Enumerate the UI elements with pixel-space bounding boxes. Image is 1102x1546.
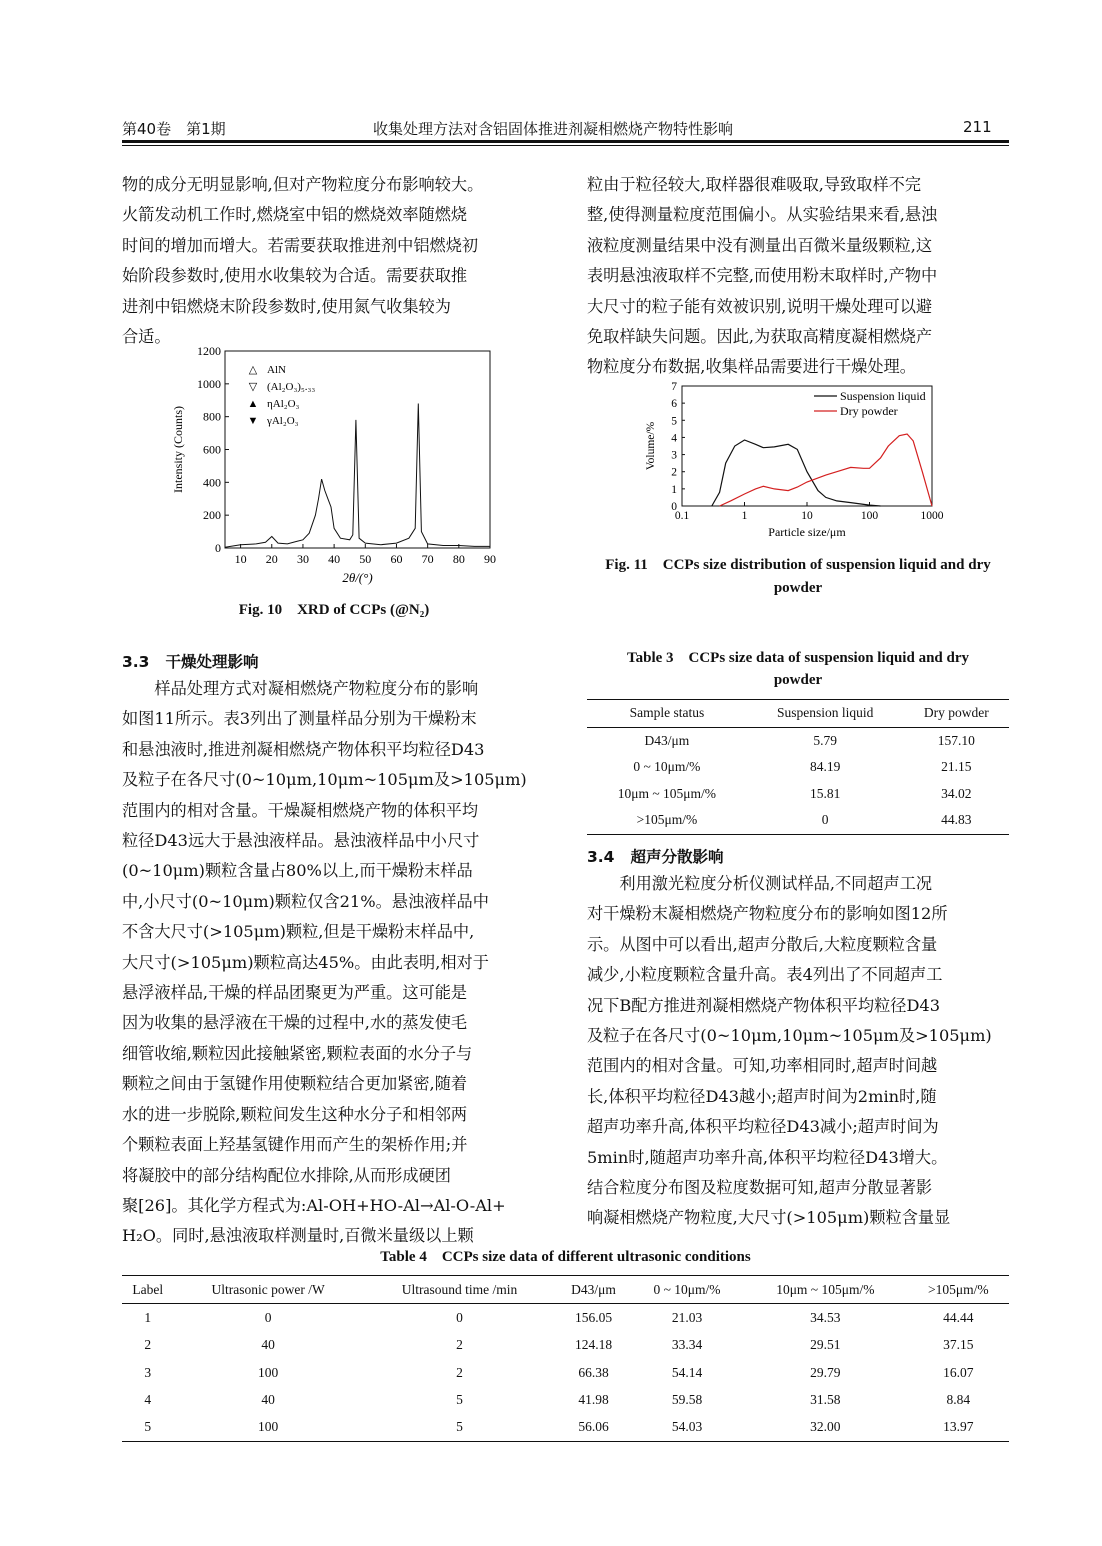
- x-tick-label: 40: [328, 552, 341, 566]
- table-cell: 33.34: [671, 1337, 703, 1353]
- x-tick-label: 1000: [920, 510, 944, 522]
- x-tick-label: 70: [421, 552, 434, 566]
- text-line: 水的进一步脱除,颗粒间发生这种水分子和相邻两: [122, 1104, 468, 1124]
- table-cell: 16.07: [943, 1364, 974, 1380]
- table3: [587, 699, 1009, 835]
- table-header-cell: Ultrasonic power /W: [173, 1276, 362, 1304]
- y-tick-label: 2: [671, 466, 677, 479]
- x-tick-label: 30: [296, 552, 309, 566]
- section-heading-3-4: [587, 845, 723, 867]
- text-line: 利用激光粒度分析仪测试样品,不同超声工况: [619, 874, 933, 893]
- plot-frame: [225, 351, 490, 548]
- text-line: 及粒子在各尺寸(0~10μm,10μm~105μm及>105μm): [122, 770, 527, 790]
- table-header-cell: 0 ~ 10μm/%: [631, 1276, 743, 1304]
- text-line: (0~10μm)颗粒含量占80%以上,而干燥粉末样品: [122, 861, 473, 881]
- table-row: [122, 1304, 1009, 1332]
- text-line: 如图11所示。表3列出了测量样品分别为干燥粉末: [122, 709, 477, 729]
- y-tick-label: 0: [671, 501, 677, 513]
- text-line: 减少,小粒度颗粒含量升高。表4列出了不同超声工: [587, 965, 943, 985]
- text-line: 时间的增加而增大。若需要获取推进剂中铝燃烧初: [122, 235, 479, 255]
- table-row: [587, 807, 1009, 834]
- table3-caption-line2: powder: [773, 672, 823, 688]
- table-cell: 34.53: [810, 1309, 841, 1325]
- text-line: 物粒度分布数据,收集样品需要进行干燥处理。: [587, 357, 916, 377]
- text-line: 大尺寸的粒子能有效被识别,说明干燥处理可以避: [587, 296, 933, 316]
- x-tick-label: 10: [234, 552, 247, 566]
- table-cell: 4: [144, 1391, 152, 1407]
- table-cell: 59.58: [671, 1391, 703, 1407]
- text-line: 和悬浊液时,推进剂凝相燃烧产物体积平均粒径D43: [122, 739, 485, 759]
- y-tick-label: 200: [203, 508, 221, 523]
- left-body-text: [122, 674, 546, 1252]
- table-cell: 54.14: [671, 1364, 703, 1380]
- table-cell: 156.05: [574, 1309, 613, 1325]
- text-line: 况下B配方推进剂凝相燃烧产物体积平均粒径D43: [587, 995, 941, 1015]
- table-cell: 32.00: [743, 1413, 907, 1441]
- text-line: 物的成分无明显影响,但对产物粒度分布影响较大。: [122, 175, 484, 194]
- table-row: [122, 1413, 1009, 1441]
- table-cell: 2: [456, 1364, 463, 1380]
- table-header-cell: >105μm/%: [908, 1276, 1009, 1304]
- page-number: 211: [963, 118, 992, 136]
- text-line: 免取样缺失问题。因此,为获取高精度凝相燃烧产: [587, 327, 933, 347]
- table-cell: 157.10: [937, 732, 975, 748]
- table-cell: 54.03: [631, 1413, 743, 1441]
- table-cell: 29.79: [810, 1364, 841, 1380]
- right-intro-text: [587, 170, 1011, 383]
- text-line: 不含大尺寸(>105μm)颗粒,但是干燥粉末样品中,: [122, 922, 475, 942]
- right-body-text: [587, 869, 1011, 1234]
- table-cell: 21.15: [941, 759, 972, 775]
- table-cell: 40: [261, 1337, 275, 1353]
- y-tick-label: 600: [203, 442, 221, 457]
- table-cell: 10μm ~ 105μm/%: [617, 785, 717, 801]
- text-line: 细管收缩,颗粒因此接触紧密,颗粒表面的水分子与: [122, 1043, 473, 1063]
- table-header-cell: Dry powder: [904, 700, 1009, 728]
- x-tick-label: 0.1: [674, 510, 690, 522]
- table-cell: 2: [456, 1337, 463, 1353]
- text-line: 聚[26]。其化学方程式为:Al-OH+HO-Al→Al-O-Al+: [122, 1195, 506, 1215]
- table4: [122, 1275, 1009, 1442]
- table-cell: 5: [363, 1413, 556, 1441]
- x-tick-label: 1: [741, 510, 748, 522]
- header-rule-thin: [122, 145, 1009, 146]
- table-cell: 29.51: [810, 1337, 841, 1353]
- section-number: 3.4: [587, 848, 615, 866]
- x-tick-label: 50: [359, 552, 372, 566]
- y-tick-label: 3: [671, 449, 677, 462]
- text-line: 结合粒度分布图及粒度数据可知,超声分散显著影: [587, 1178, 933, 1198]
- text-line: 对干燥粉末凝相燃烧产物粒度分布的影响如图12所: [587, 904, 948, 924]
- table-cell: 100: [258, 1364, 279, 1380]
- text-line: 悬浮液样品,干燥的样品团聚更为严重。这可能是: [122, 983, 468, 1003]
- section-title: 干燥处理影响: [165, 653, 259, 671]
- x-tick-label: 60: [390, 552, 403, 566]
- fig11-caption-line2: powder: [773, 580, 823, 596]
- left-intro-text: [122, 170, 546, 352]
- y-tick-label: 400: [203, 475, 221, 490]
- y-tick-label: 6: [671, 398, 677, 411]
- table4-caption: Table 4 CCPs size data of different ultrasonic conditions: [380, 1249, 751, 1265]
- table-header-cell: 10μm ~ 105μm/%: [743, 1276, 907, 1304]
- table-cell: 44.83: [904, 807, 1009, 834]
- y-axis-label: Intensity (Counts): [171, 406, 185, 493]
- text-line: 范围内的相对含量。干燥凝相燃烧产物的体积平均: [122, 800, 479, 820]
- text-line: 火箭发动机工作时,燃烧室中铝的燃烧效率随燃烧: [122, 205, 468, 225]
- text-line: 颗粒之间由于氢键作用使颗粒结合更加紧密,随着: [122, 1074, 468, 1094]
- table3-caption-line1: Table 3 CCPs size data of suspension liquid and dry: [626, 650, 970, 666]
- dry-powder-line: [720, 434, 932, 506]
- text-line: 响凝相燃烧产物粒度,大尺寸(>105μm)颗粒含量显: [587, 1208, 951, 1228]
- table-cell: 37.15: [943, 1337, 974, 1353]
- text-line: 将凝胶中的部分结构配位水排除,从而形成硬团: [122, 1165, 451, 1185]
- table-cell: 34.02: [941, 785, 972, 801]
- table-cell: 1: [144, 1309, 152, 1325]
- y-tick-label: 7: [671, 381, 677, 393]
- table-row: [122, 1332, 1009, 1359]
- table-cell: 0: [264, 1309, 272, 1325]
- table-cell: 100: [173, 1413, 362, 1441]
- legend-label: ηAl₂O₃: [267, 398, 300, 410]
- text-line: 粒由于粒径较大,取样器很难吸取,导致取样不完: [587, 175, 922, 194]
- legend-label: Dry powder: [840, 404, 898, 418]
- x-axis-label: 2θ/(°): [342, 570, 373, 585]
- table-cell: 3: [144, 1364, 152, 1380]
- fig10-caption: Fig. 10 XRD of CCPs (@N₂): [238, 602, 430, 618]
- y-tick-label: 1000: [197, 376, 221, 391]
- table-header-cell: Label: [122, 1276, 173, 1304]
- y-tick-label: 1200: [197, 345, 221, 358]
- y-tick-label: 0: [215, 541, 221, 555]
- x-axis-label: Particle size/μm: [768, 525, 846, 539]
- table-cell: 40: [261, 1391, 275, 1407]
- text-line: 5min时,随超声功率升高,体积平均粒径D43增大。: [587, 1147, 948, 1167]
- legend-marker: ▲: [247, 398, 259, 410]
- table-cell: 56.06: [556, 1413, 631, 1441]
- text-line: 中,小尺寸(0~10μm)颗粒仅含21%。悬浊液样品中: [122, 891, 489, 911]
- fig11-caption-line1: Fig. 11 CCPs size distribution of suspension liquid and dry: [605, 557, 991, 573]
- table-cell: 0 ~ 10μm/%: [633, 759, 701, 775]
- table-cell: 13.97: [908, 1413, 1009, 1441]
- text-line: 个颗粒表面上羟基氢键作用而产生的架桥作用;并: [122, 1135, 468, 1155]
- table-cell: 0: [747, 807, 904, 834]
- table-cell: 0: [456, 1309, 463, 1325]
- legend-label: Suspension liquid: [840, 389, 926, 403]
- text-line: 合适。: [122, 327, 171, 347]
- table-cell: 66.38: [578, 1364, 609, 1380]
- running-header-title: 收集处理方法对含铝固体推进剂凝相燃烧产物特性影响: [373, 120, 734, 138]
- section-title: 超声分散影响: [630, 848, 724, 866]
- y-tick-label: 800: [203, 409, 221, 424]
- x-tick-label: 10: [801, 510, 813, 522]
- text-line: 表明悬浊液取样不完整,而使用粉末取样时,产物中: [587, 266, 938, 286]
- table-cell: 5: [456, 1391, 463, 1407]
- text-line: 样品处理方式对凝相燃烧产物粒度分布的影响: [154, 679, 479, 698]
- legend-marker: △: [248, 364, 258, 376]
- table-cell: 5: [122, 1413, 173, 1441]
- text-line: 大尺寸(>105μm)颗粒高达45%。由此表明,相对于: [122, 952, 489, 972]
- x-tick-label: 80: [452, 552, 465, 566]
- legend-label: γAl₂O₃: [267, 415, 299, 427]
- table-header-cell: Suspension liquid: [747, 700, 904, 728]
- legend-marker: ▼: [247, 415, 259, 427]
- legend-label: (Al₂O₃)₅.₃₃: [267, 381, 316, 393]
- table-row: [587, 727, 1009, 754]
- x-tick-label: 90: [484, 552, 496, 566]
- xrd-pattern-line: [225, 404, 490, 548]
- suspension-liquid-line: [712, 440, 881, 506]
- fig11-chart: [640, 378, 960, 548]
- y-tick-label: 1: [671, 483, 677, 496]
- y-tick-label: 5: [671, 415, 677, 428]
- text-line: H₂O。同时,悬浊液取样测量时,百微米量级以上颗: [122, 1226, 474, 1246]
- section-number: 3.3: [122, 653, 150, 671]
- table-cell: 8.84: [946, 1391, 971, 1407]
- table-header-cell: Ultrasound time /min: [363, 1276, 556, 1304]
- y-axis-label: Volume/%: [645, 421, 657, 471]
- legend-marker: ▽: [248, 381, 258, 393]
- text-line: 因为收集的悬浮液在干燥的过程中,水的蒸发使毛: [122, 1013, 468, 1033]
- x-tick-label: 20: [265, 552, 278, 566]
- text-line: 液粒度测量结果中没有测量出百微米量级颗粒,这: [587, 235, 933, 255]
- text-line: 及粒子在各尺寸(0~10μm,10μm~105μm及>105μm): [587, 1026, 992, 1046]
- table-row: [122, 1386, 1009, 1413]
- table-cell: 41.98: [578, 1391, 609, 1407]
- table-cell: 31.58: [810, 1391, 841, 1407]
- table-row: [587, 754, 1009, 781]
- table-cell: >105μm/%: [587, 807, 747, 834]
- legend-label: AlN: [267, 364, 286, 376]
- table-cell: 5.79: [813, 732, 837, 748]
- table-cell: 2: [144, 1337, 152, 1353]
- table-header-cell: Sample status: [587, 700, 747, 728]
- text-line: 范围内的相对含量。可知,功率相同时,超声时间越: [587, 1056, 938, 1076]
- text-line: 整,使得测量粒度范围偏小。从实验结果来看,悬浊: [587, 205, 938, 225]
- running-header-volume: 第40卷 第1期: [122, 120, 226, 138]
- fig10-chart: [160, 345, 510, 595]
- table-cell: 124.18: [574, 1337, 613, 1353]
- x-tick-label: 100: [860, 510, 879, 522]
- table-row: [122, 1359, 1009, 1386]
- text-line: 长,体积平均粒径D43越小;超声时间为2min时,随: [587, 1086, 937, 1106]
- text-line: 进剂中铝燃烧末阶段参数时,使用氮气收集较为: [122, 296, 451, 316]
- table-cell: 84.19: [809, 759, 841, 775]
- text-line: 粒径D43远大于悬浊液样品。悬浊液样品中小尺寸: [122, 831, 480, 851]
- table-cell: 15.81: [809, 785, 841, 801]
- table-cell: 21.03: [671, 1309, 703, 1325]
- table-row: [587, 781, 1009, 808]
- table-cell: D43/μm: [644, 732, 690, 748]
- text-line: 始阶段参数时,使用水收集较为合适。需要获取推: [122, 266, 468, 286]
- table-header-cell: D43/μm: [556, 1276, 631, 1304]
- section-heading-3-3: [122, 650, 258, 672]
- text-line: 示。从图中可以看出,超声分散后,大粒度颗粒含量: [587, 934, 938, 954]
- header-rule: [122, 140, 1009, 143]
- table-cell: 44.44: [943, 1309, 974, 1325]
- text-line: 超声功率升高,体积平均粒径D43减小;超声时间为: [587, 1117, 939, 1137]
- y-tick-label: 4: [671, 432, 677, 445]
